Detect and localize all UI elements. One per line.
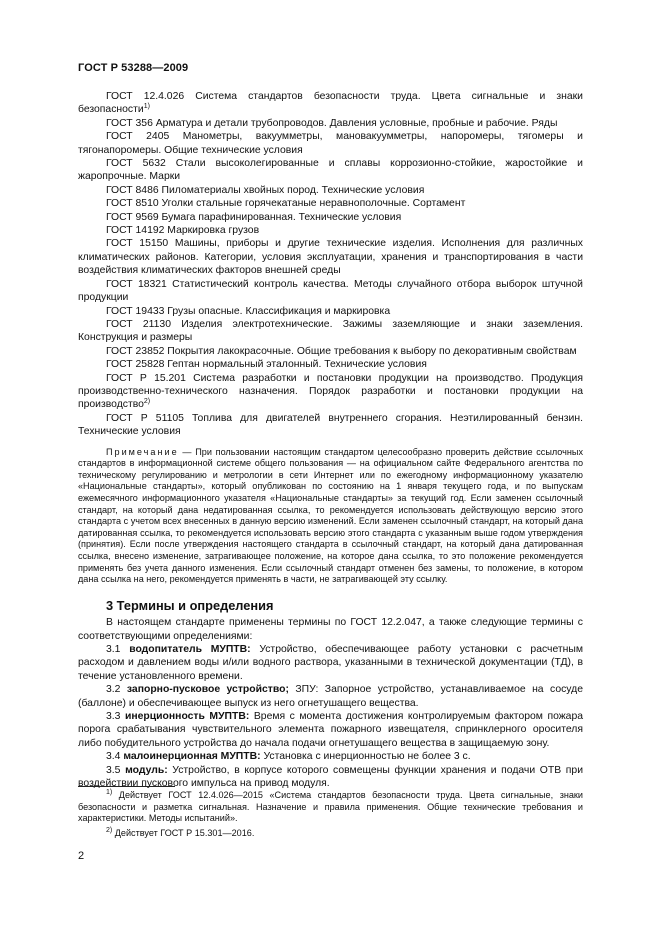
term-name: запорно-пусковое устройство; [126,684,289,696]
term-name: инерционность МУПТВ: [124,710,250,722]
term-definition: 3.1 водопитатель МУПТВ: Устройство, обеспечивающее работу установки с расчетным расходом и давлением воды и/или водного раствора, указанными в технической документации (ТД), в течение установленного времени. [78,643,584,682]
ref-item: ГОСТ 8510 Уголки стальные горячекатаные неравнополочные. Сортамент [106,198,466,210]
document-body [78,90,583,790]
page-number: 2 [78,850,85,862]
term-definition: 3.2 запорно-пусковое устройство; ЗПУ: Запорное устройство, устанавливаемое на сосуде (баллоне) и обеспечивающее выпуск из него огнетушащего вещества. [78,684,583,709]
ref-item: ГОСТ 356 Арматура и детали трубопроводов. Давления условные, пробные и рабочие. Ряды [106,117,558,129]
term-name: модуль: [125,764,168,776]
term-definition: 3.3 инерционность МУПТВ: Время с момента достижения контролируемым фактором пожара порога срабатывания чувствительного элемента пожарного извещателя, спринклерного оросителя либо побудительного устройства до начала подачи огнетушащего вещества в защищаемую зону. [78,710,584,749]
ref-item: ГОСТ 9569 Бумага парафинированная. Технические условия [106,211,402,223]
ref-item: ГОСТ 25828 Гептан нормальный эталонный. Технические условия [106,359,427,371]
ref-item: ГОСТ 15150 Машины, приборы и другие технические изделия. Исполнения для различных климатических районов. Категории, условия эксплуатации, хранения и транспортирования в части воздействия климатических факторов внешней среды [78,238,583,277]
term-definition: 3.5 модуль: Устройство, в корпусе которого совмещены функции хранения и подачи ОТВ при воздействии пускового импульса на привод модуля. [78,764,583,789]
note-label: Примечание [106,446,179,457]
ref-item: ГОСТ 14192 Маркировка грузов [106,225,260,237]
note-paragraph: Примечание — При пользовании настоящим стандартом целесообразно проверить действие ссылочных стандартов в информационной системе общего пользования — на официальном сайте Федерального агентства по техническому регулированию и метрологии в сети Интернет или по ежегодному информационному указателю «Национальные стандарты», который опубликован по состоянию на 1 января текущего года, и по выпускам ежемесячного информационного указателя «Национальные стандарты» за текущий год. Если заменен ссылочный стандарт, на который дана недатированная ссылка, то рекомендуется использовать действующую версию этого стандарта с учетом всех внесенных в данную версию изменений. Если заменен ссылочный стандарт, на который дана датированная ссылка, то рекомендуется использовать версию этого стандарта с указанным выше годом утверждения (принятия). Если после утверждения настоящего стандарта в ссылочный стандарт, на который дана датированная ссылка, внесено изменение, затрагивающее положение, на которое дана ссылка, то это положение рекомендуется применять без учета данного изменения. Если ссылочный стандарт отменен без замены, то положение, в котором дана ссылка на него, рекомендуется применять в части, не затрагивающей эту ссылку. [78,446,583,585]
ref-item: ГОСТ Р 51105 Топлива для двигателей внутреннего сгорания. Неэтилированный бензин. Технические условия [78,412,583,438]
footnote-mark: 2) [143,398,151,406]
term-definition: 3.4 малоинерционная МУПТВ: Установка с инерционностью не более 3 с. [106,751,471,763]
section-title: 3 Термины и определения [106,597,274,613]
ref-item: ГОСТ 21130 Изделия электротехнические. Зажимы заземляющие и знаки заземления. Конструкция и размеры [78,318,583,344]
ref-item: ГОСТ 2405 Манометры, вакуумметры, мановакуумметры, напоромеры, тягомеры и тягонапоромеры. Общие технические условия [78,131,583,156]
footnote-item: $^{2)}$ Действует ГОСТ Р 15.301—2016. [106,826,255,838]
term-name: малоинерционная МУПТВ: [123,751,261,763]
section-intro: В настоящем стандарте применены термины по ГОСТ 12.2.047, а также следующие термины с соответствующими определениями: [78,617,583,642]
ref-item: ГОСТ 5632 Стали высоколегированные и сплавы коррозионно-стойкие, жаростойкие и жаропрочные. Марки [78,158,583,183]
term-name: водопитатель МУПТВ: [129,643,251,655]
document-header: ГОСТ Р 53288—2009 [78,62,189,74]
ref-item: ГОСТ Р 15.201 Система разработки и постановки продукции на производство. Продукция производственно-технического назначения. Порядок разработки и постановки продукции на производство$^{2)}$ [78,372,583,411]
ref-item: ГОСТ 8486 Пиломатериалы хвойных пород. Технические условия [106,184,425,196]
footnote-divider [78,786,175,787]
ref-item: ГОСТ 12.4.026 Система стандартов безопасности труда. Цвета сигнальные и знаки безопасности$^{1)}$ [78,91,583,116]
footnotes [78,790,583,842]
footnote-mark: 1) [143,103,150,111]
ref-item: ГОСТ 23852 Покрытия лакокрасочные. Общие требования к выбору по декоративным свойствам [106,345,577,357]
ref-item: ГОСТ 18321 Статистический контроль качества. Методы случайного отбора выборок штучной продукции [78,278,583,304]
footnote-item: $^{1)}$ Действует ГОСТ 12.4.026—2015 «Система стандартов безопасности труда. Цвета сигнальные, знаки безопасности и разметка сигнальная. Назначение и правила применения. Общие технические требования и характеристики. Методы испытаний». [78,789,583,824]
ref-item: ГОСТ 19433 Грузы опасные. Классификация и маркировка [106,305,391,317]
